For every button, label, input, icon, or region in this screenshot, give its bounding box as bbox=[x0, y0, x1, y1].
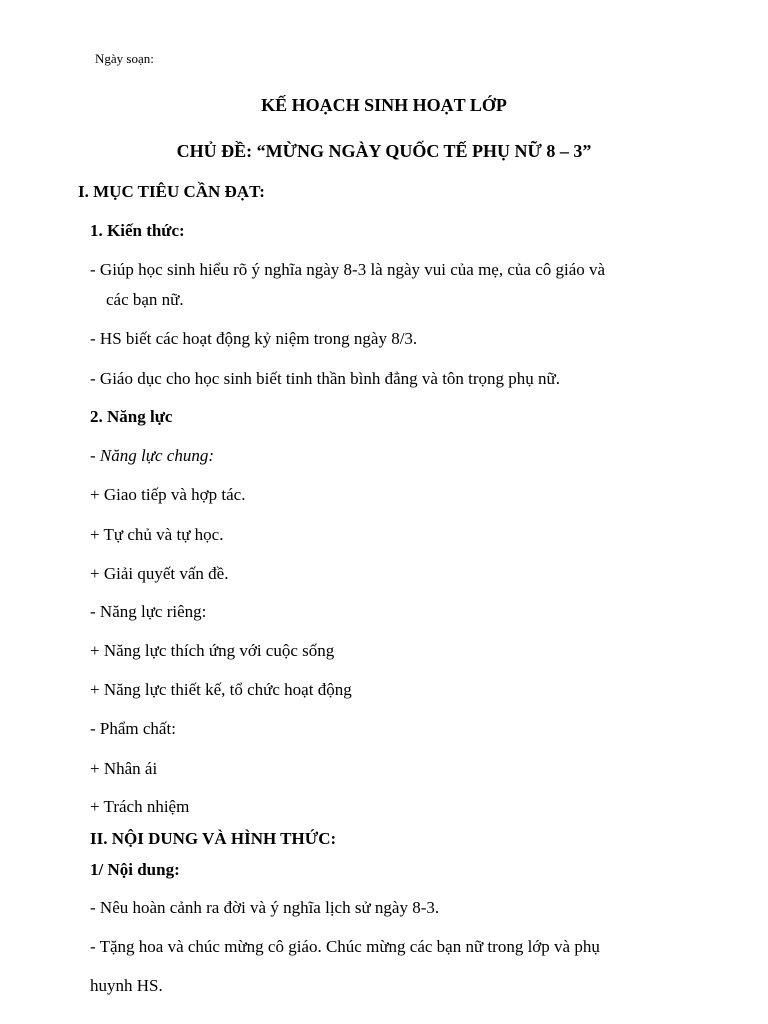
quality-label: - Phẩm chất: bbox=[90, 719, 176, 738]
content-item-2-continued: huynh HS. bbox=[90, 976, 163, 995]
competence-heading: 2. Năng lực bbox=[90, 407, 173, 426]
quality-item: + Nhân ái bbox=[90, 759, 158, 778]
content-item-2: - Tặng hoa và chúc mừng cô giáo. Chúc mừng các bạn nữ trong lớp và phụ bbox=[90, 937, 600, 956]
content-item-1: - Nêu hoàn cảnh ra đời và ý nghĩa lịch sử ngày 8-3. bbox=[90, 898, 440, 917]
section-2-heading: II. NỘI DUNG VÀ HÌNH THỨC: bbox=[90, 829, 337, 848]
knowledge-heading: 1. Kiến thức: bbox=[90, 221, 185, 240]
knowledge-item-2: - HS biết các hoạt động kỷ niệm trong ngày 8/3. bbox=[90, 329, 418, 348]
knowledge-item-3: - Giáo dục cho học sinh biết tinh thần bình đẳng và tôn trọng phụ nữ. bbox=[90, 369, 561, 388]
quality-item: + Trách nhiệm bbox=[90, 797, 190, 816]
general-competence-item: + Giao tiếp và hợp tác. bbox=[90, 485, 246, 504]
specific-competence-label: - Năng lực riêng: bbox=[90, 602, 207, 621]
general-competence-item: + Giải quyết vấn đề. bbox=[90, 564, 229, 583]
specific-competence-item: + Năng lực thích ứng với cuộc sống bbox=[90, 641, 335, 660]
document-title: KẾ HOẠCH SINH HOẠT LỚP bbox=[261, 95, 507, 115]
specific-competence-item: + Năng lực thiết kế, tổ chức hoạt động bbox=[90, 680, 352, 699]
general-competence-item: + Tự chủ và tự học. bbox=[90, 525, 224, 544]
content-heading: 1/ Nội dung: bbox=[90, 860, 180, 879]
knowledge-item-1: - Giúp học sinh hiểu rõ ý nghĩa ngày 8-3 là ngày vui của mẹ, của cô giáo và bbox=[90, 260, 606, 279]
knowledge-item-1-continued: các bạn nữ. bbox=[106, 290, 184, 309]
section-1-heading: I. MỤC TIÊU CẦN ĐẠT: bbox=[78, 182, 265, 201]
general-competence-label: - Năng lực chung: bbox=[90, 446, 214, 465]
document-subtitle: CHỦ ĐỀ: “MỪNG NGÀY QUỐC TẾ PHỤ NỮ 8 – 3” bbox=[176, 141, 592, 161]
date-label: Ngày soạn: bbox=[95, 51, 154, 66]
